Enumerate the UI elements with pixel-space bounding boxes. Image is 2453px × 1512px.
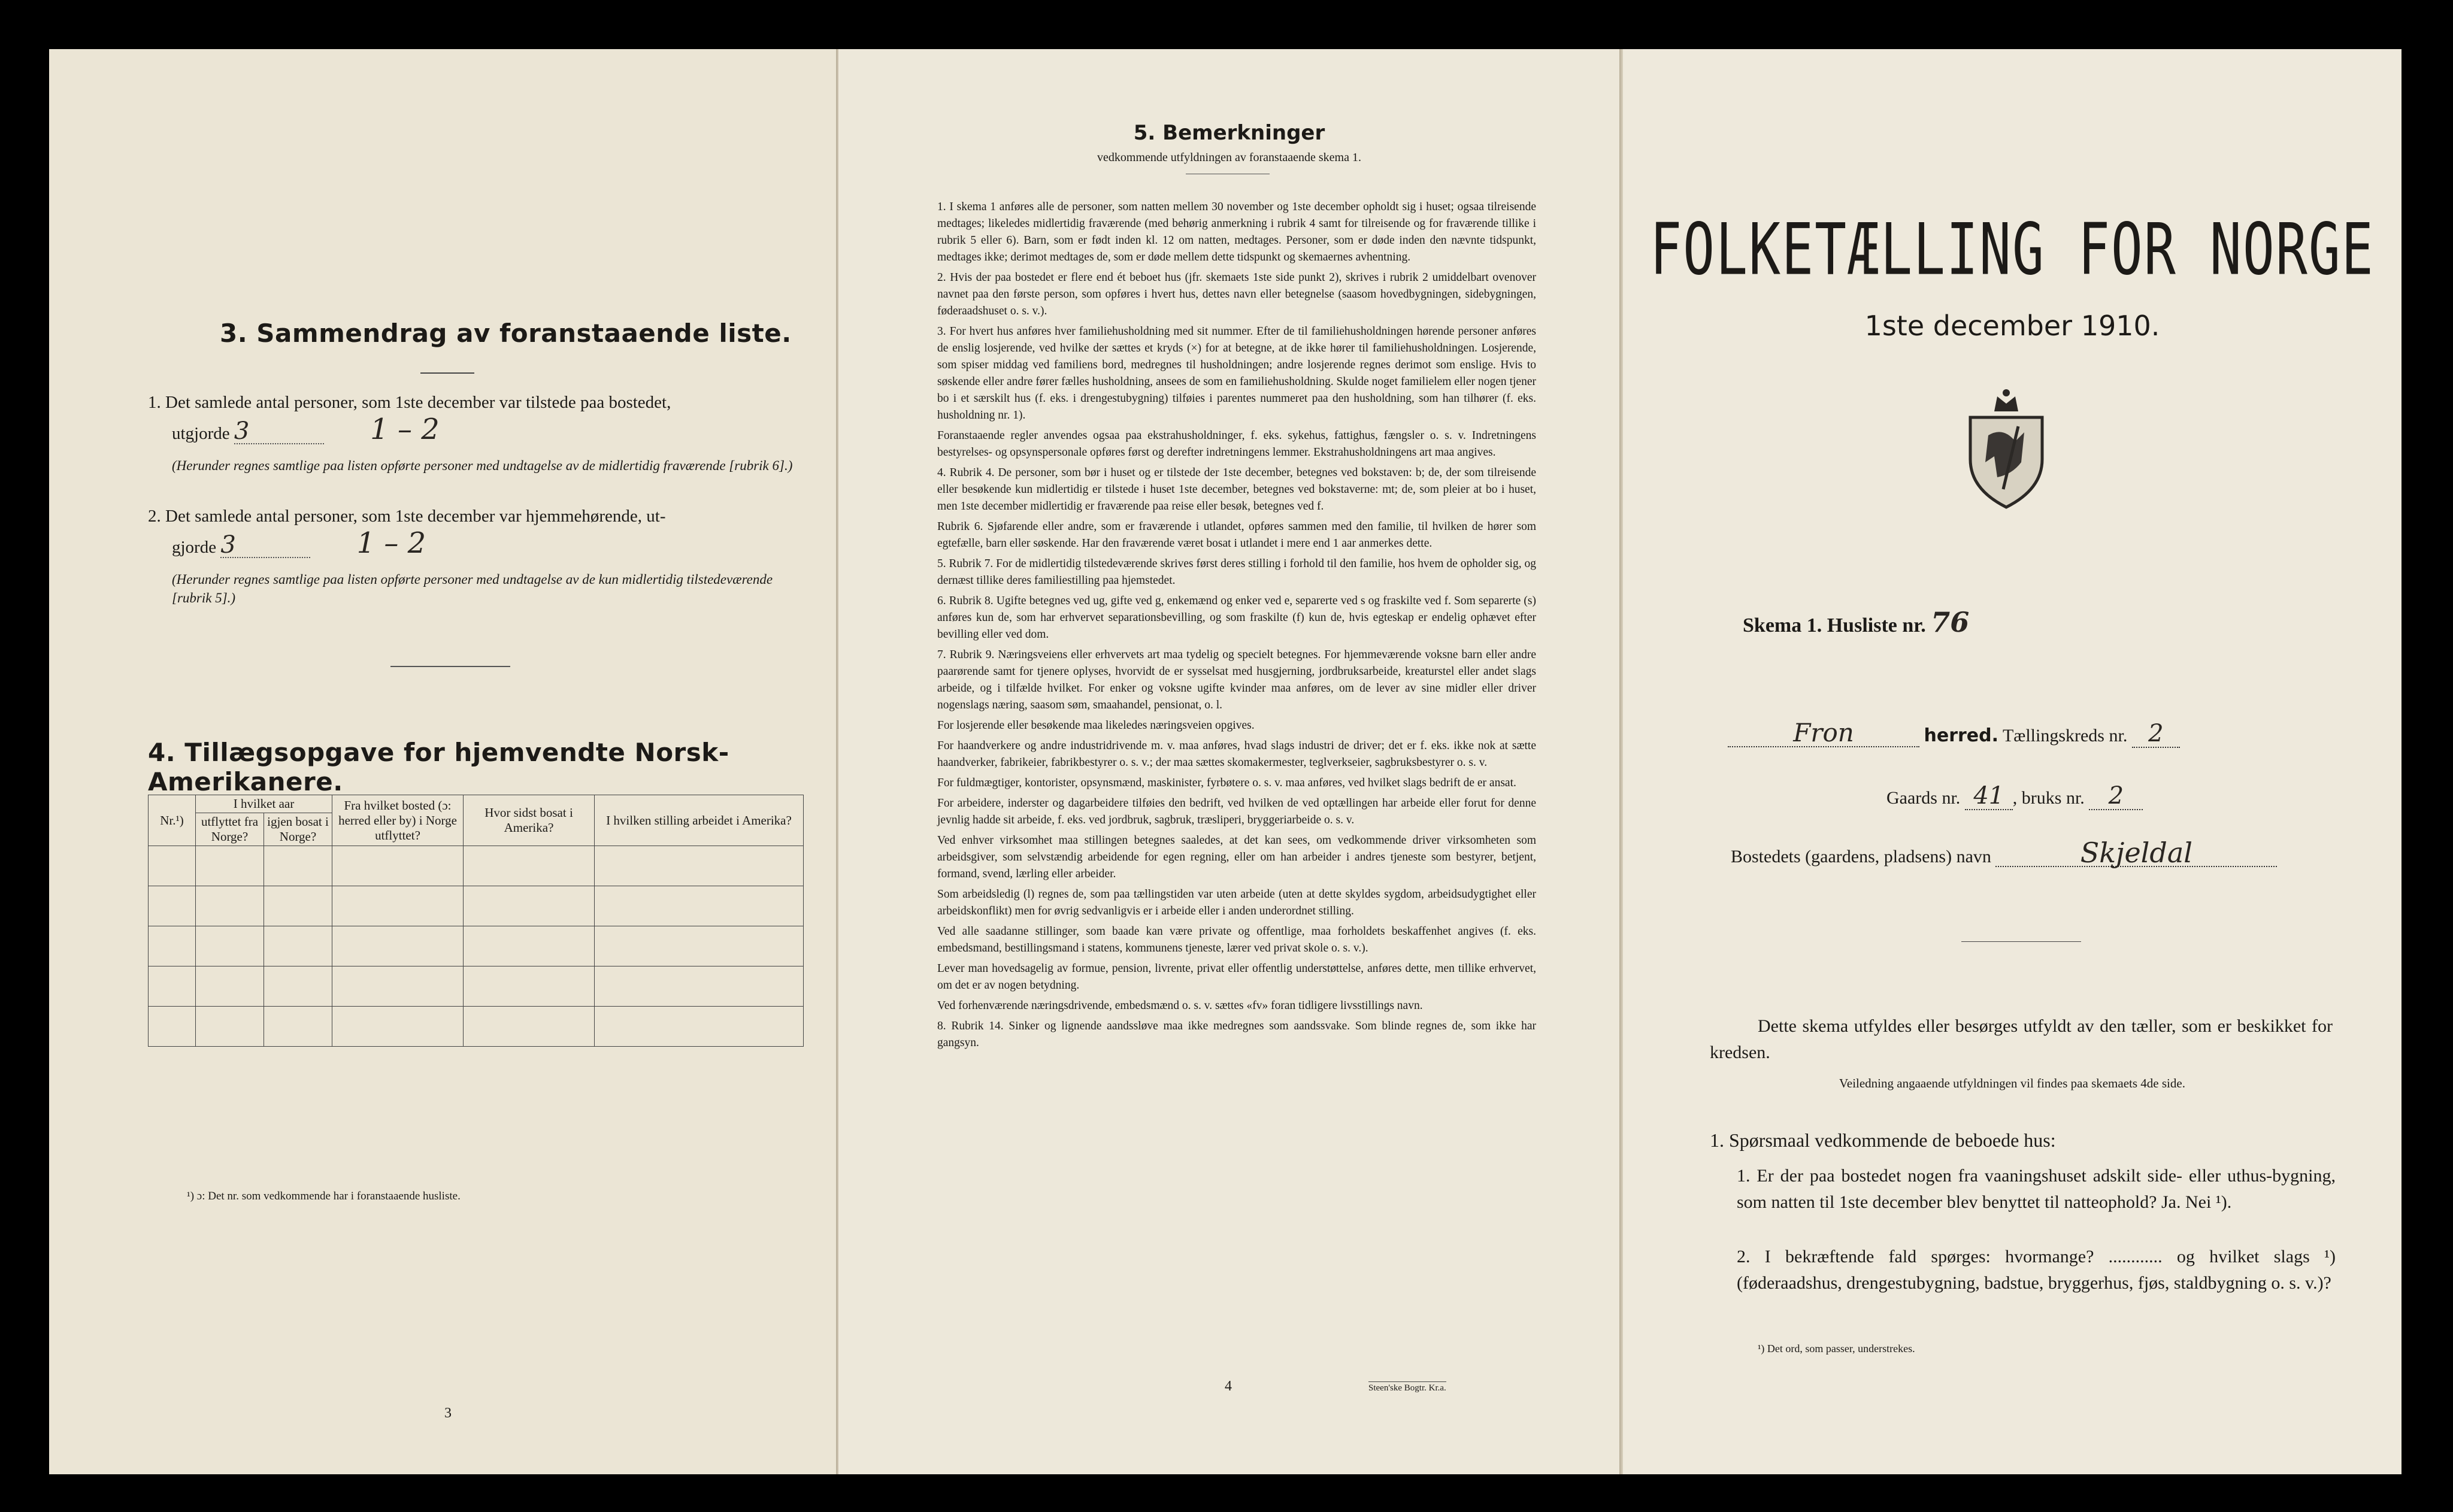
remark-paragraph: Ved alle saadanne stillinger, som baade kan være private og offentlige, maa forholdets beskaffenhet angives (f. eks. embedsmand, bestillingsmand i statens, kommunens tjeneste, lærer ved privat skole o. s. v.). [937, 925, 1536, 955]
remark-paragraph: For losjerende eller besøkende maa likeledes næringsveien opgives. [937, 719, 1255, 732]
husliste-nr: 76 [1931, 606, 1970, 638]
col-utflyttet: utflyttet fra Norge? [196, 813, 264, 846]
remark-paragraph: 6. Rubrik 8. Ugifte betegnes ved ug, gifte ved g, enkemænd og enker ved e, separerte ved s og fraskilte ved f. Som separerte (s) anføres kun de, som har erhvervet separationsbevilling, og som fraskilte (f) kun de, hvis egteskap er endelig ophævet efter bevilling eller ved dom. [937, 595, 1536, 641]
item2-handwriting: 1 – 2 [356, 526, 426, 560]
bruks-label: , bruks nr. [2012, 788, 2085, 808]
section3-title: 3. Sammendrag av foranstaaende liste. [220, 319, 792, 348]
table-row [149, 966, 804, 1007]
main-title: FOLKETÆLLING FOR NORGE [1650, 208, 2375, 292]
remark-paragraph: 8. Rubrik 14. Sinker og lignende aandssløve maa ikke medregnes som aandssvake. Som blinde regnes de, som ikke har gangsyn. [937, 1020, 1536, 1049]
remark-paragraph: For arbeidere, inderster og dagarbeidere tilføies den bedrift, ved hvilken de ved optællingen har arbeide eller forut for denne jevnlig hadde sit arbeide, f. eks. ved jordbruk, sagbruk, træsliperi, bryggeriarbeide o. s. v. [937, 797, 1536, 826]
col-stilling: I hvilken stilling arbeidet i Amerika? [595, 795, 804, 846]
questions-heading: 1. Spørsmaal vedkommende de beboede hus: [1710, 1129, 2056, 1151]
divider [1961, 941, 2081, 942]
page-right [1623, 49, 2401, 1474]
herred-line [1728, 720, 2180, 749]
remarks-list [937, 199, 1536, 1055]
veiledning-text: Veiledning angaaende utfyldningen vil findes paa skemaets 4de side. [1839, 1076, 2185, 1090]
remark-paragraph: Som arbeidsledig (l) regnes de, som paa tællingstiden var uten arbeide (uten at dette skyldes sygdom, arbeidsudygtighet eller arbeidskonflikt) men for øvrig sedvanligvis er i arbeide eller i anden underordnet stilling. [937, 888, 1536, 917]
col-sidst-bosat: Hvor sidst bosat i Amerika? [464, 795, 595, 846]
kreds-value: 2 [2132, 720, 2180, 748]
herred-value: Fron [1728, 720, 1919, 747]
bosted-value: Skjeldal [1995, 840, 2277, 867]
herred-label: herred. [1924, 725, 1999, 746]
bruks-value: 2 [2089, 783, 2143, 810]
item2-value: 3 [220, 533, 310, 558]
bosted-line [1731, 837, 2277, 870]
kreds-label: Tællingskreds nr. [2002, 726, 2128, 746]
remark-paragraph: Foranstaaende regler anvendes ogsaa paa ekstrahusholdninger, f. eks. sykehus, fattighus, fængsler o. s. v. Indretningens bestyrelses- og opsynspersonale opføres først og derefter indretningens lemmer. Ekstrahusholdningens art maa angives. [937, 429, 1536, 459]
col-igjen: igjen bosat i Norge? [264, 813, 332, 846]
remark-paragraph: 3. For hvert hus anføres hver familiehusholdning med sit nummer. Efter de til familiehusholdningen hørende personer anføres de enslig losjerende, ved hvilke der sættes et kryds (×) for at betegne, at de ikke hører til familiehusholdningen. Losjerende, som spiser middag ved familiens bord, medregnes til husholdningen; andre losjerende regnes derimot som enslige. Hvis to søskende eller andre fører fælles husholdning, ansees de som en familiehusholdning. Skulde noget familielem eller nogen tjener bo i et særskilt hus (f. eks. i drengestubygning) tilføies i parentes nummeret paa den husholdning, som han tilhører (f. eks. husholdning nr. 1). [937, 325, 1536, 422]
col-hvilket-aar: I hvilket aar [196, 795, 332, 813]
page-left [49, 49, 837, 1474]
remark-paragraph: 7. Rubrik 9. Næringsveiens eller erhvervets art maa tydelig og specielt betegnes. For hjemmeværende voksne barn eller andre paarørende samt for tjenere oplyses, hvorvidt de er sysselsat med husgjerning, jordbruksarbeide, kreaturstel eller andet slags arbeide, og i tilfælde hvilket. For enker og voksne ugifte kvinder maa anføres, om de lever av sine midler eller driver nogenslags næring, saasom søm, smaahandel, pensionat, o. l. [937, 649, 1536, 711]
skema-line [1743, 606, 1970, 639]
footnote: ¹) ɔ: Det nr. som vedkommende har i foranstaaende husliste. [187, 1190, 461, 1202]
page-number: 3 [444, 1405, 452, 1421]
gaards-label: Gaards nr. [1886, 788, 1961, 808]
remark-paragraph: 1. I skema 1 anføres alle de personer, som natten mellem 30 november og 1ste december opholdt sig i huset; ogsaa tilreisende medtages; likeledes midlertidig fraværende (med behørig anmerkning i rubrik 4 samt for tilreisende og for fraværende tillike i rubrik 5 eller 6). Barn, som er født inden kl. 12 om natten, medtages. Personer, som er døde inden den nævnte tidspunkt, medtages ikke; derimot medtages de, som er døde mellem dette tidspunkt og skemaernes avhentning. [937, 201, 1536, 263]
intro-text: Dette skema utfyldes eller besørges utfyldt av den tæller, som er beskikket for kredsen. [1710, 1016, 2333, 1062]
norsk-amerikanere-table [148, 795, 804, 1047]
table-row [149, 886, 804, 926]
remark-paragraph: Rubrik 6. Sjøfarende eller andre, som er fraværende i utlandet, opføres sammen med den familie, til hvilken de hører som egtefælle, barn eller søskende. Har den fraværende været bosat i utlandet i mere end 1 aar anmerkes dette. [937, 520, 1536, 550]
item1-note: (Herunder regnes samtlige paa listen opførte personer med undtagelse av de midlertidig fraværende [rubrik 6].) [172, 458, 793, 473]
gaards-value: 41 [1965, 783, 2013, 810]
coat-of-arms-icon [1961, 384, 2051, 510]
remark-paragraph: Ved enhver virksomhet maa stillingen betegnes saaledes, at det kan sees, om vedkommende driver virksomheten som arbeidsgiver, som selvstændig arbeidende for egen regning, eller om han arbeider i andres tjeneste som bestyrer, betjent, formand, svend, lærling eller arbeider. [937, 834, 1536, 880]
page-middle [838, 49, 1620, 1474]
skema-label: Skema 1. Husliste nr. [1743, 614, 1926, 637]
page-number: 4 [1225, 1378, 1232, 1394]
table-row [149, 846, 804, 886]
item1-line [172, 413, 440, 446]
remarks-subtitle: vedkommende utfyldningen av foranstaaende skema 1. [1097, 151, 1361, 164]
question-1: 1. Er der paa bostedet nogen fra vaaningshuset adskilt side- eller uthus-bygning, som natten til 1ste december blev benyttet til natteophold? Ja. Nei ¹). [1737, 1166, 2336, 1212]
table-row [149, 1007, 804, 1047]
census-date: 1ste december 1910. [1864, 310, 2160, 342]
item1-text: 1. Det samlede antal personer, som 1ste december var tilstede paa bostedet, [148, 393, 671, 412]
table-row [149, 926, 804, 966]
item2-text: 2. Det samlede antal personer, som 1ste december var hjemmehørende, ut- [148, 507, 666, 526]
bosted-label: Bostedets (gaardens, pladsens) navn [1731, 847, 1991, 866]
gaards-line [1886, 783, 2143, 811]
footnote: ¹) Det ord, som passer, understrekes. [1758, 1343, 1915, 1355]
section4-title: 4. Tillægsopgave for hjemvendte Norsk-Amerikanere. [148, 738, 729, 796]
remarks-title: 5. Bemerkninger [1133, 121, 1325, 145]
remark-paragraph: 2. Hvis der paa bostedet er flere end ét beboet hus (jfr. skemaets 1ste side punkt 2), skrives i rubrik 2 umiddelbart ovenover navnet paa den første person, som opføres i hvert hus, dettes navn eller betegnelse (saasom hovedbygningen, sidebygningen, føderaadshuset o. s. v.). [937, 271, 1536, 317]
remark-paragraph: 4. Rubrik 4. De personer, som bør i huset og er tilstede der 1ste december, betegnes ved bokstaven: b; de, der som tilreisende eller besøkende kun midlertidig er tilstede i huset 1ste december, betegnes ved bokstaverne: mt; de, som pleier at bo i huset, men 1ste december midlertidig er fraværende paa reise eller besøk, betegnes ved f. [937, 466, 1536, 513]
remark-paragraph: Ved forhenværende næringsdrivende, embedsmænd o. s. v. sættes «fv» foran tidligere livsstillings navn. [937, 999, 1423, 1012]
item1-handwriting: 1 – 2 [370, 413, 440, 446]
remark-paragraph: For haandverkere og andre industridrivende m. v. maa anføres, hvad slags industri de driver; det er f. eks. ikke nok at sætte haandverker, fabrikeier, fabrikbestyrer o. s. v.; der maa sættes skomakermester, teglverkseier, sagbruksbestyrer o. s. v. [937, 740, 1536, 769]
remark-paragraph: 5. Rubrik 7. For de midlertidig tilstedeværende skrives først deres stilling i forhold til den familie, hos hvem de opholder sig, og dernæst tillike deres familiestilling paa hjemstedet. [937, 557, 1536, 587]
printer-mark: Steen'ske Bogtr. Kr.a. [1368, 1381, 1446, 1393]
item1-label: utgjorde [172, 424, 230, 443]
col-nr: Nr.¹) [149, 795, 196, 846]
item2-line [172, 526, 426, 560]
item2-note: (Herunder regnes samtlige paa listen opførte personer med undtagelse av de kun midlertidig tilstedeværende [rubrik 5].) [172, 572, 773, 605]
question-2: 2. I bekræftende fald spørges: hvormange? ............ og hvilket slags ¹) (føderaadshus, drengestubygning, badstue, bryggerhus, fjøs, staldbygning o. s. v.)? [1737, 1247, 2336, 1293]
item2-label: gjorde [172, 538, 217, 557]
col-fra-bosted: Fra hvilket bosted (ɔ: herred eller by) i Norge utflyttet? [332, 795, 464, 846]
divider [420, 372, 474, 374]
item1-value: 3 [234, 419, 324, 444]
remark-paragraph: For fuldmægtiger, kontorister, opsynsmænd, maskinister, fyrbøtere o. s. v. maa anføres, ved hvilket slags bedrift de er ansat. [937, 777, 1516, 789]
remark-paragraph: Lever man hovedsagelig av formue, pension, livrente, privat eller offentlig understøttelse, anføres dette, men tillike erhvervet, om det er av nogen betydning. [937, 962, 1536, 992]
divider [390, 666, 510, 667]
